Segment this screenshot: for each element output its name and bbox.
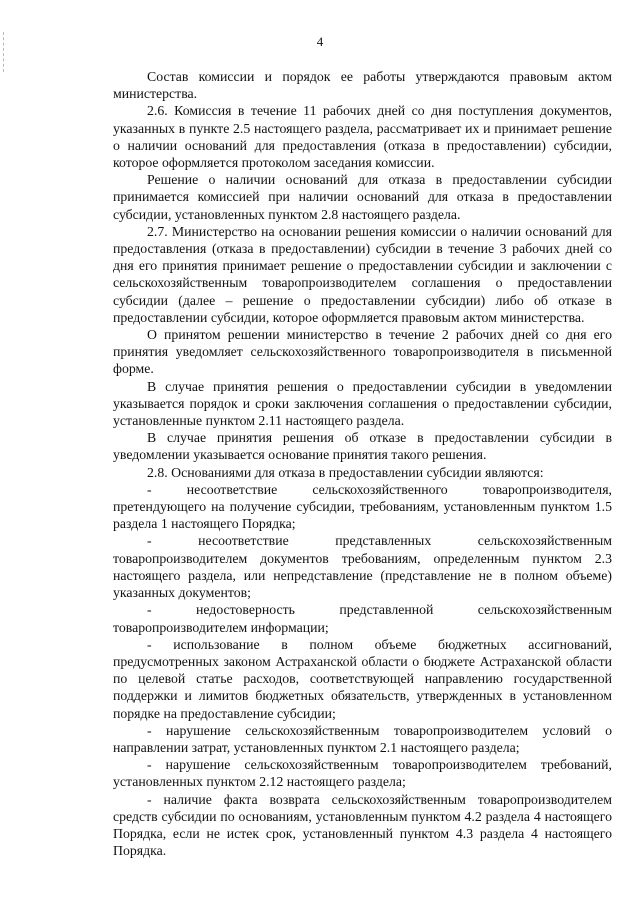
list-item-requirements-violation: - нарушение сельскохозяйственным товаропроизводителем требований, установленных пунктом 2.12 настоящего раздела; xyxy=(113,757,612,790)
paragraph-commission-approval: Состав комиссии и порядок ее работы утверждаются правовым актом министерства. xyxy=(113,69,612,102)
paragraph-refusal-decision: Решение о наличии оснований для отказа в предоставлении субсидии принимается комиссией при наличии оснований для отказа в предоставлении субсидии, установленных пунктом 2.8 настоящего раздела. xyxy=(113,172,612,222)
paragraph-2-8: 2.8. Основаниями для отказа в предоставлении субсидии являются: xyxy=(147,464,544,480)
list-item-nonconformity-producer: - несоответствие сельскохозяйственного товаропроизводителя, претендующего на получение субсидии, требованиям, установленным пунктом 1.5 раздела 1 настоящего Порядка; xyxy=(113,481,612,532)
list-item-cost-violation: - нарушение сельскохозяйственным товаропроизводителем условий о направлении затрат, установленных пунктом 2.1 настоящего раздела; xyxy=(113,722,612,755)
paragraph-2-7: 2.7. Министерство на основании решения комиссии о наличии оснований для предоставления (отказа в предоставлении) субсидии в течение 3 рабочих дней со дня его принятия принимает решение о предоставлении субсидии и заключении с сельскохозяйственным товаропроизводителем соглашения о предоставлении субсидии (далее – решение о предоставлении субсидии) либо об отказе в предоставлении субсидии, которое оформляется правовым актом министерства. xyxy=(113,223,612,325)
list-item-unreliable-information: - недостоверность представленной сельскохозяйственным товаропроизводителем информации; xyxy=(113,602,612,635)
page-number: 4 xyxy=(316,34,324,49)
paragraph-2-6: 2.6. Комиссия в течение 11 рабочих дней со дня поступления документов, указанных в пункте 2.5 настоящего раздела, рассматривает их и принимает решение о наличии оснований для предоставления (отказа в предоставлении) субсидии, которое оформляется протоколом заседания комиссии. xyxy=(113,103,612,171)
paragraph-refusal-notice: В случае принятия решения об отказе в предоставлении субсидии в уведомлении указывается основание принятия такого решения. xyxy=(113,430,612,463)
document-body xyxy=(113,68,612,859)
paragraph-grant-notice: В случае принятия решения о предоставлении субсидии в уведомлении указывается порядок и сроки заключения соглашения о предоставлении субсидии, установленные пунктом 2.11 настоящего раздела. xyxy=(113,378,612,429)
paragraph-notification: О принятом решении министерство в течение 2 рабочих дней со дня его принятия уведомляет сельскохозяйственного товаропроизводителя в письменной форме. xyxy=(113,327,612,377)
list-item-refund-fact: - наличие факта возврата сельскохозяйственным товаропроизводителем средств субсидии по основаниям, установленным пунктом 4.2 раздела 4 настоящего Порядка, если не истек срок, установленный пунктом 4.3 раздела 4 настоящего Порядка. xyxy=(113,791,612,859)
list-item-budget-exhausted: - использование в полном объеме бюджетных ассигнований, предусмотренных законом Астраханской области о бюджете Астраханской области по целевой статье расходов, соответствующей направлению государственной поддержки и лимитов бюджетных обязательств, утвержденных в установленном порядке на предоставление субсидии; xyxy=(113,636,612,721)
list-item-nonconformity-documents: - несоответствие представленных сельскохозяйственным товаропроизводителем документов требованиям, определенным пунктом 2.3 настоящего раздела, или непредставление (представление не в полном объеме) указанных документов; xyxy=(113,533,612,601)
